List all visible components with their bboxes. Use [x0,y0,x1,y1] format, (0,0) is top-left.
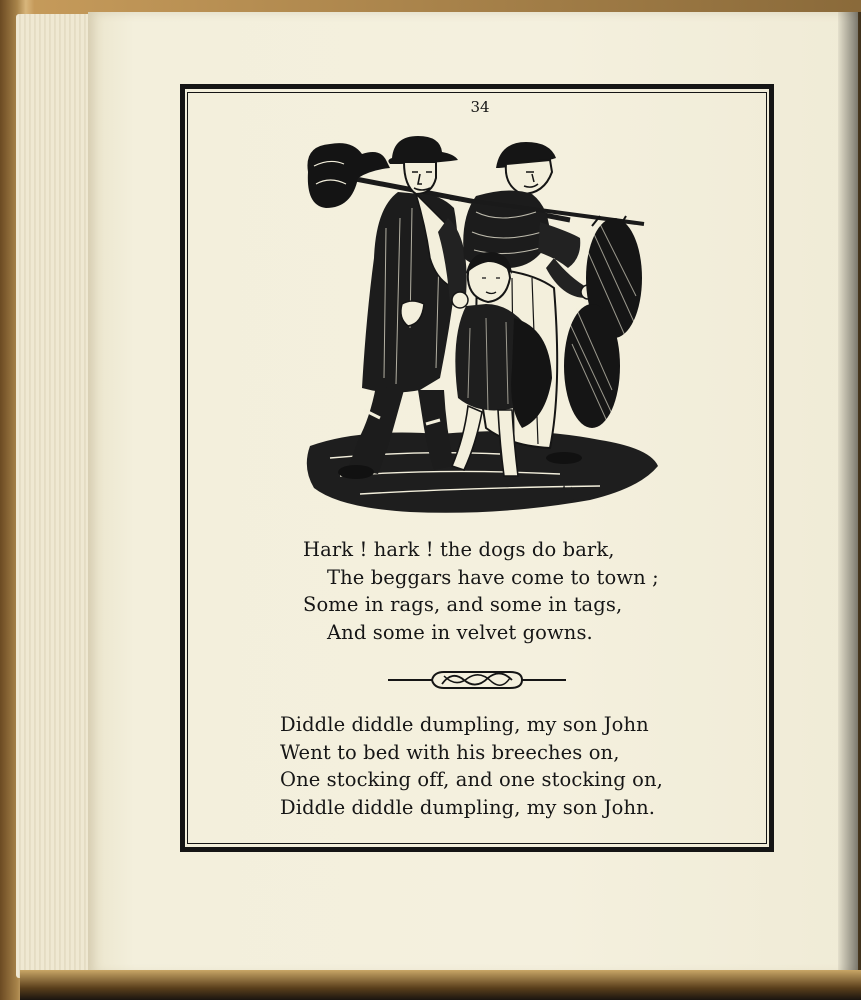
poem-line: Went to bed with his breeches on, [280,740,620,764]
poem-line: One stocking off, and one stocking on, [280,768,663,791]
poem-line: Some in rags, and some in tags, [303,593,623,616]
poem-hark-hark [303,536,659,646]
man-hat [388,136,458,164]
poem-diddle-dumpling [280,711,663,821]
poem-line: Hark ! hark ! the dogs do bark, [303,538,615,561]
brush-head-icon [307,143,390,208]
poem-line: And some in velvet gowns. [327,620,593,644]
page-number: 34 [470,98,490,116]
poem-line: The beggars have come to town ; [327,565,659,589]
poem-line: Diddle diddle dumpling, my son John [280,713,649,736]
basket-icon-2 [564,304,620,428]
poem-line: Diddle diddle dumpling, my son John. [280,795,656,819]
book-bottom-edge [20,970,861,1000]
ornament-divider-icon [386,668,568,692]
woman-face [506,160,552,194]
page-gutter-shadow [838,12,861,974]
page-edges [16,14,96,978]
beggars-woodcut-illustration [300,128,662,520]
man-shoe [338,465,374,479]
